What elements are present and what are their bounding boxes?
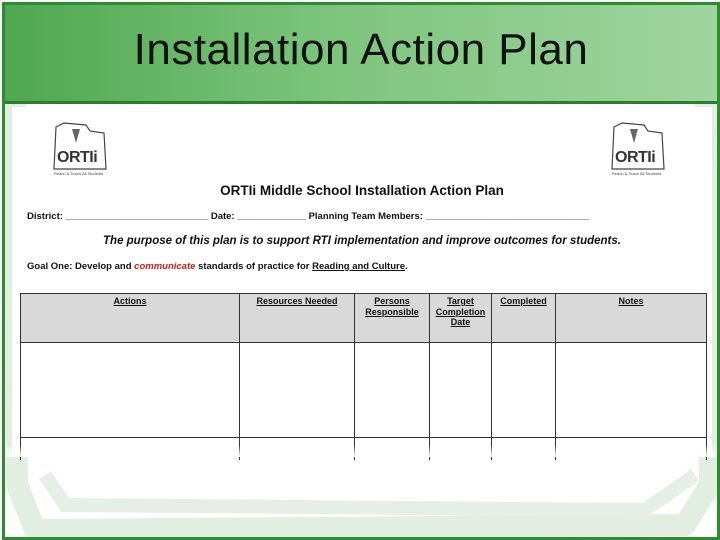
goal-highlight: communicate — [134, 261, 196, 272]
table-cell — [492, 343, 556, 438]
action-plan-table — [20, 293, 707, 460]
team-blank: _______________________________ — [425, 211, 590, 222]
logo-text: ORTIi — [57, 149, 98, 166]
goal-suffix: . — [405, 261, 408, 272]
table-cell — [240, 343, 355, 438]
action-plan-document — [12, 107, 712, 457]
ortii-logo-left — [50, 121, 110, 177]
document-fade-edge — [5, 445, 717, 457]
column-header-persons: Persons Responsible — [355, 294, 430, 343]
column-header-actions: Actions — [21, 294, 240, 343]
document-heading: ORTIi Middle School Installation Action Plan — [220, 183, 504, 198]
date-label: Date: — [210, 211, 235, 222]
column-header-target-date: Target Completion Date — [430, 294, 492, 343]
table-header-row — [21, 294, 707, 343]
column-header-notes: Notes — [556, 294, 707, 343]
column-header-completed: Completed — [492, 294, 556, 343]
district-blank: ___________________________ — [65, 211, 209, 222]
logo-tagline: Reach & Teach All Students — [612, 171, 662, 176]
table-cell — [430, 343, 492, 438]
ortii-logo-right — [608, 121, 668, 177]
district-label: District: — [27, 211, 63, 222]
purpose-statement: The purpose of this plan is to support RTI implementation and improve outcomes for students. — [103, 235, 621, 247]
table-cell — [21, 343, 240, 438]
slide-frame — [2, 2, 720, 540]
table-row — [21, 343, 707, 438]
title-band — [5, 5, 717, 104]
logo-text: ORTIi — [615, 149, 656, 166]
goal-middle: standards of practice for — [195, 261, 313, 272]
column-header-resources: Resources Needed — [240, 294, 355, 343]
slide-title: Installation Action Plan — [133, 25, 589, 74]
goal-statement — [27, 261, 408, 272]
goal-topic: Reading and Culture — [312, 261, 405, 272]
table-cell — [556, 343, 707, 438]
date-blank: _____________ — [237, 211, 306, 222]
header-fields — [27, 211, 589, 222]
team-label: Planning Team Members: — [308, 211, 423, 222]
goal-prefix: Goal One: Develop and — [27, 261, 135, 272]
table-cell — [355, 343, 430, 438]
logo-tagline: Reach & Teach All Students — [54, 171, 104, 176]
